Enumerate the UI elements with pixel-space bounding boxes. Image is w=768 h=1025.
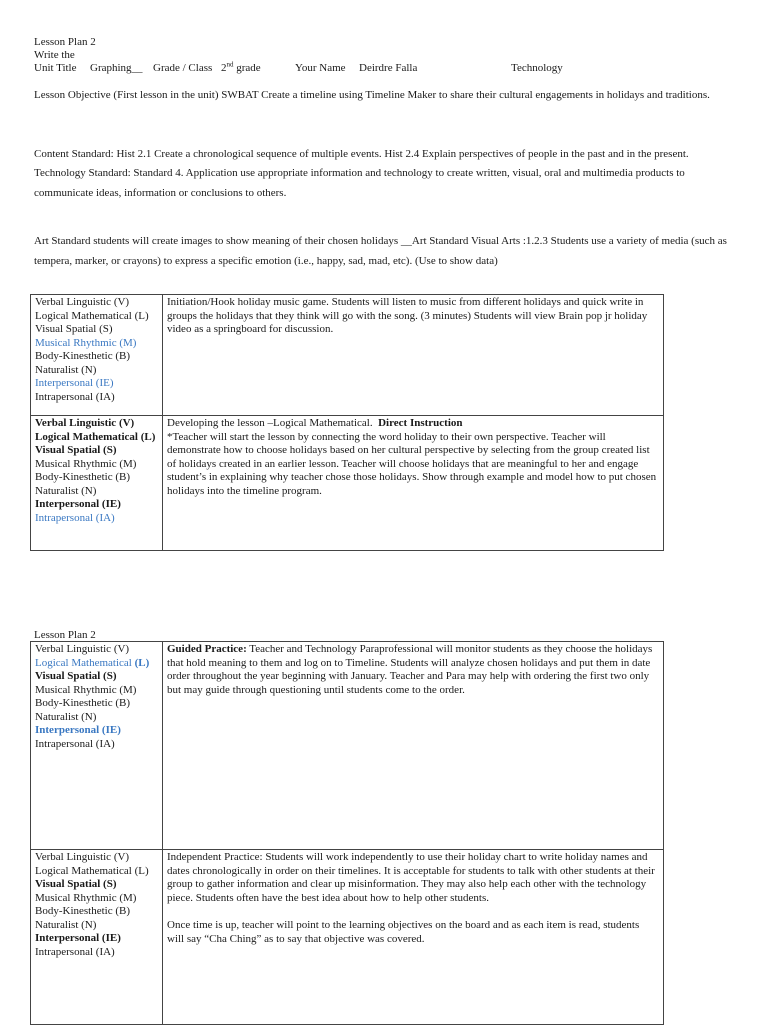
intelligence-body: Body-Kinesthetic (B) xyxy=(35,350,131,362)
intelligences-cell xyxy=(31,642,163,850)
intelligence-verbal: Verbal Linguistic (V) xyxy=(35,851,130,863)
intelligence-intrapersonal: Intrapersonal (IA) xyxy=(35,945,115,958)
intelligences-cell xyxy=(31,416,163,551)
intelligence-logical: Logical Mathematical (L) xyxy=(35,656,150,669)
teacher-name: Deirdre Falla xyxy=(359,62,418,74)
lesson-plan-label-page2: Lesson Plan 2 xyxy=(34,629,96,641)
independent-cell xyxy=(163,850,664,1025)
intelligence-naturalist: Naturalist (N) xyxy=(35,363,97,376)
guided-cell xyxy=(163,642,664,850)
lesson-table-2 xyxy=(30,641,664,1025)
technology-standard: Technology Standard: Standard 4. Application use appropriate information and technology to create written, visual, oral and multimedia products to communicate ideas, information or conclusions to others. xyxy=(34,167,685,199)
intelligences-cell xyxy=(31,295,163,416)
closing-text: Once time is up, teacher will point to the learning objectives on the board and as each item is read, students will say “Cha Ching” as to say that objective was covered. xyxy=(167,919,640,945)
intelligence-logical: Logical Mathematical (L) xyxy=(35,864,149,877)
table-row xyxy=(31,295,664,416)
intelligence-verbal: Verbal Linguistic (V) xyxy=(35,643,130,655)
lesson-table-1 xyxy=(30,294,664,551)
intelligence-interpersonal: Interpersonal (IE) xyxy=(35,724,121,736)
direct-instruction-label: Direct Instruction xyxy=(378,417,463,429)
table-row xyxy=(31,416,664,551)
unit-title-value: Graphing__ xyxy=(90,62,143,74)
intelligence-visual: Visual Spatial (S) xyxy=(35,878,117,890)
your-name-label: Your Name xyxy=(295,62,346,74)
write-the-label: Write the xyxy=(34,49,75,61)
header-row xyxy=(34,62,734,76)
intelligence-musical: Musical Rhythmic (M) xyxy=(35,683,137,696)
intelligence-musical: Musical Rhythmic (M) xyxy=(35,891,137,904)
developing-heading: Developing the lesson –Logical Mathematical. Direct Instruction xyxy=(167,417,463,429)
developing-text: *Teacher will start the lesson by connecting the word holiday to their own perspective. Teacher will demonstrate how to choose holidays based on her cultural perspective by selecting from the group created list of holidays created in an earlier lesson. Teacher will choose holidays that are meaningful to her and engage student’s in explaining why teacher chose those holidays. Show through example and model how to put chosen holidays into the timeline program. xyxy=(167,430,657,497)
intelligence-body: Body-Kinesthetic (B) xyxy=(35,471,131,483)
intelligence-intrapersonal: Intrapersonal (IA) xyxy=(35,390,115,403)
intelligence-verbal: Verbal Linguistic (V) xyxy=(35,417,135,429)
intelligence-visual: Visual Spatial (S) xyxy=(35,323,113,335)
intelligence-interpersonal: Interpersonal (IE) xyxy=(35,377,114,389)
subject-label: Technology xyxy=(511,62,563,74)
lesson-objective: Lesson Objective (First lesson in the unit) SWBAT Create a timeline using Timeline Maker to share their cultural engagements in holidays and traditions. xyxy=(34,89,710,101)
table-row xyxy=(31,850,664,1025)
art-standard: Art Standard students will create images to show meaning of their chosen holidays __Art Standard Visual Arts :1.2.3 Students use a variety of media (such as tempera, marker, or crayons) to express a specific emotion (i.e., happy, sad, mad, etc). (Use to show data) xyxy=(34,235,727,267)
intelligence-naturalist: Naturalist (N) xyxy=(35,918,97,931)
hook-text: Initiation/Hook holiday music game. Students will listen to music from different holidays and quick write in groups the holidays that they think will go with the song. (3 minutes) Students will view Brain pop jr holiday video as a springboard for discussion. xyxy=(167,296,648,335)
grade-value: 2nd grade xyxy=(221,60,261,74)
intelligence-body: Body-Kinesthetic (B) xyxy=(35,697,131,709)
table-row xyxy=(31,642,664,850)
intelligence-musical: Musical Rhythmic (M) xyxy=(35,457,137,470)
intelligences-cell xyxy=(31,850,163,1025)
intelligence-verbal: Verbal Linguistic (V) xyxy=(35,296,130,308)
intelligence-body: Body-Kinesthetic (B) xyxy=(35,905,131,917)
intelligence-visual: Visual Spatial (S) xyxy=(35,670,117,682)
intelligence-interpersonal: Interpersonal (IE) xyxy=(35,932,121,944)
intelligence-visual: Visual Spatial (S) xyxy=(35,444,117,456)
guided-text: Guided Practice: Teacher and Technology Paraprofessional will monitor students as they choose the holidays that hold meaning to them and log on to Timeline. Students will analyze chosen holidays and put them in date order throughout the year beginning with January. Teacher and Para may help with ordering the first two only but may guide through questioning until students come to the order. xyxy=(167,643,653,696)
grade-label: Grade / Class xyxy=(153,62,213,74)
developing-cell xyxy=(163,416,664,551)
hook-cell xyxy=(163,295,664,416)
unit-title-label: Unit Title xyxy=(34,62,77,74)
intelligence-logical: Logical Mathematical (L) xyxy=(35,309,149,322)
intelligence-logical: Logical Mathematical (L) xyxy=(35,430,156,443)
content-standard: Content Standard: Hist 2.1 Create a chronological sequence of multiple events. Hist 2.4 Explain perspectives of people in the past and in the present. xyxy=(34,148,689,160)
intelligence-intrapersonal: Intrapersonal (IA) xyxy=(35,737,115,750)
lesson-plan-label: Lesson Plan 2 xyxy=(34,36,96,48)
intelligence-interpersonal: Interpersonal (IE) xyxy=(35,498,121,510)
intelligence-intrapersonal: Intrapersonal (IA) xyxy=(35,511,115,524)
independent-text: Independent Practice: Students will work independently to use their holiday chart to write holiday names and dates chronologically in order on their timelines. It is acceptable for students to talk with other students at their group to gather information and clear up misinformation. They may also help each other with the technology piece. Students often have the best idea about how to help other students. xyxy=(167,851,655,904)
intelligence-naturalist: Naturalist (N) xyxy=(35,710,97,723)
guided-label: Guided Practice: xyxy=(167,643,247,655)
intelligence-naturalist: Naturalist (N) xyxy=(35,484,97,497)
intelligence-musical: Musical Rhythmic (M) xyxy=(35,336,137,349)
